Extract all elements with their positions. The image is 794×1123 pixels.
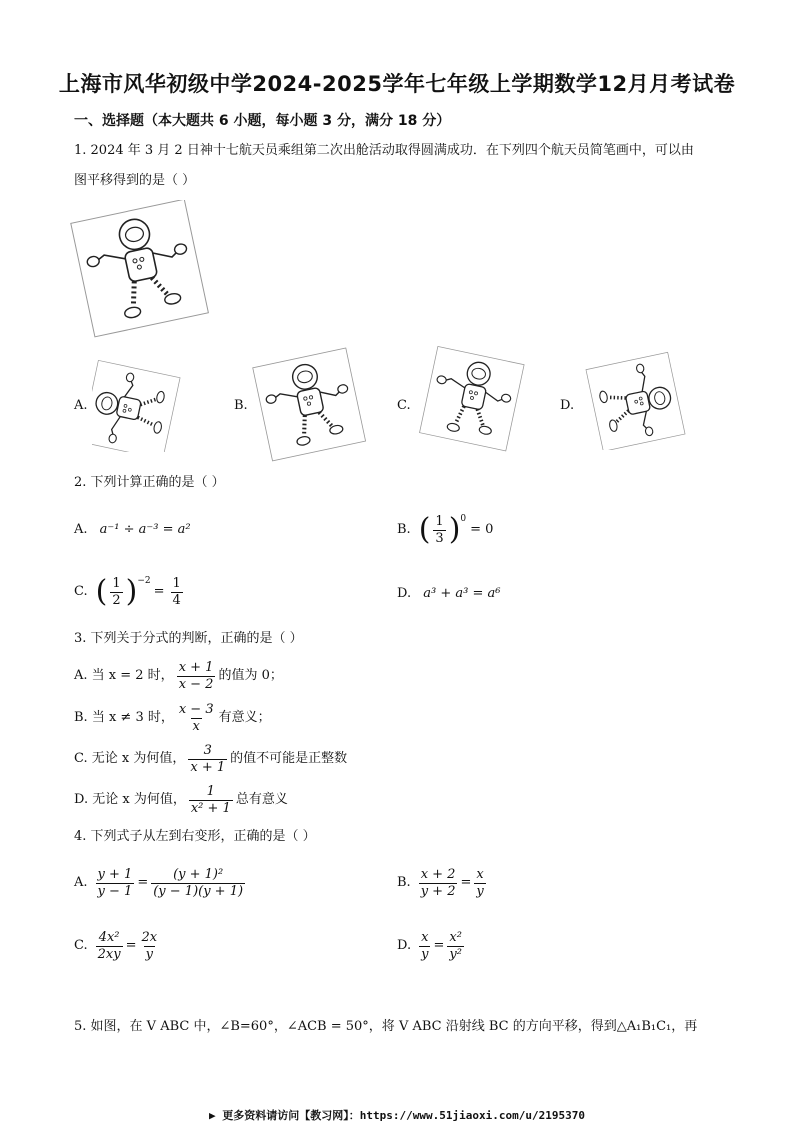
section-heading: 一、选择题（本大题共 6 小题，每小题 3 分，满分 18 分） (74, 113, 451, 129)
q4-d-rnum: x² (449, 929, 462, 945)
q3-c-post: 的值不可能是正整数 (230, 751, 348, 766)
q2-a-label: A. (74, 522, 88, 537)
q4-a-lden: y − 1 (97, 883, 133, 899)
q4-a-lnum: y + 1 (97, 866, 133, 882)
q1-option-a-label: A. (74, 398, 88, 413)
q4-option-d[interactable] (397, 924, 467, 968)
q2-option-c[interactable]: C. ( $\frac{1}{2}$ ) $^{-2}$ = $\frac{1}{4}$ (74, 574, 181, 609)
q2-b-label: B. (397, 522, 411, 537)
q2-c-den: 2 (112, 592, 121, 608)
q2-b-num: 1 (435, 513, 444, 529)
q1-option-b-figure[interactable] (250, 344, 366, 464)
q2-c-rden: 4 (172, 592, 181, 608)
q3-a-post: 的值为 0； (218, 668, 283, 683)
q3-b-post: 有意义； (218, 710, 271, 725)
q4-d-lden: y (421, 946, 429, 962)
q4-b-label: B. (397, 875, 411, 890)
q4-a-label: A. (74, 875, 88, 890)
q4-c-rden: y (145, 946, 153, 962)
q4-a-rden: (y − 1)(y + 1) (153, 883, 244, 899)
q3-a-den: x − 2 (178, 676, 214, 692)
q1-option-b-label: B. (234, 398, 248, 413)
q2-b-exp: 0 (460, 514, 467, 524)
q1-option-c-label: C. (397, 398, 411, 413)
q4-option-a[interactable] (74, 858, 248, 908)
q3-option-b[interactable] (74, 698, 271, 738)
astronaut-reference-figure (70, 200, 210, 340)
q4-c-lden: 2xy (97, 946, 121, 962)
q3-c-den: x + 1 (190, 759, 226, 775)
page-title: 上海市风华初级中学2024-2025学年七年级上学期数学12月月考试卷 (58, 72, 736, 96)
q4-a-eq: = (137, 875, 149, 890)
q3-option-a[interactable] (74, 656, 283, 696)
q2-a-expr: a⁻¹ ÷ a⁻³ = a² (99, 522, 191, 537)
q3-d-num: 1 (206, 783, 215, 799)
q2-option-d[interactable] (397, 585, 500, 603)
q2-option-b[interactable]: B. ( $\frac{1}{3}$ ) $^0$ = 0 (397, 512, 494, 547)
q3-b-num: x − 3 (178, 701, 214, 717)
q4-a-rnum: (y + 1)² (173, 866, 224, 882)
q2-b-den: 3 (435, 530, 444, 546)
q4-b-eq: = (460, 875, 472, 890)
q2-c-exp: −2 (137, 576, 151, 586)
q3-d-pre: D. 无论 x 为何值， (74, 792, 186, 807)
q4-b-rnum: x (476, 866, 484, 882)
q3-a-num: x + 1 (178, 659, 214, 675)
q3-d-den: x² + 1 (190, 800, 231, 816)
q4-c-lnum: 4x² (98, 929, 120, 945)
q3-stem: 3. 下列关于分式的判断，正确的是（ ） (74, 631, 303, 646)
q2-d-expr: a³ + a³ = a⁶ (423, 586, 501, 601)
q4-c-eq: = (125, 938, 137, 953)
q2-d-label: D. (397, 586, 412, 601)
q3-a-pre: A. 当 x = 2 时， (74, 668, 174, 683)
q4-option-c[interactable] (74, 924, 162, 968)
flag-icon: ▶ (209, 1109, 216, 1122)
q3-option-d[interactable] (74, 780, 288, 820)
q1-stem-line1: 1. 2024 年 3 月 2 日神十七航天员乘组第二次出舱活动取得圆满成功．在下列四个航天员简笔画中，可以由 (74, 143, 694, 158)
q4-c-label: C. (74, 938, 88, 953)
q3-option-c[interactable] (74, 739, 347, 779)
q2-b-rhs: = 0 (470, 522, 494, 537)
footer-text: 更多资料请访问【教习网】：https://www.51jiaoxi.com/u/2195370 (222, 1109, 585, 1122)
q1-option-c-figure[interactable] (414, 344, 530, 454)
q3-d-post: 总有意义 (235, 792, 288, 807)
q3-c-num: 3 (203, 742, 212, 758)
q5-stem-line1: 5. 如图，在 V ABC 中，∠B=60°，∠ACB = 50°，将 V ABC 沿射线 BC 的方向平移，得到△A₁B₁C₁，再 (74, 1019, 698, 1034)
q2-option-a[interactable] (74, 521, 191, 539)
footer-link[interactable] (0, 1107, 794, 1123)
q4-c-rnum: 2x (141, 929, 158, 945)
q2-stem: 2. 下列计算正确的是（ ） (74, 475, 225, 490)
q1-option-d-figure[interactable] (578, 350, 696, 450)
q4-d-eq: = (433, 938, 445, 953)
q1-option-a-figure[interactable] (92, 352, 204, 452)
q4-d-lnum: x (421, 929, 429, 945)
q2-c-num: 1 (112, 575, 121, 591)
q1-stem-line2: 图平移得到的是（ ） (74, 173, 196, 188)
q4-b-lden: y + 2 (420, 883, 456, 899)
q4-d-rden: y² (449, 946, 462, 962)
q2-c-label: C. (74, 584, 88, 599)
q3-b-den: x (192, 718, 200, 734)
q4-d-label: D. (397, 938, 412, 953)
q1-option-d-label: D. (560, 398, 575, 413)
q4-stem: 4. 下列式子从左到右变形，正确的是（ ） (74, 829, 316, 844)
q4-option-b[interactable] (397, 863, 489, 903)
q2-c-eq: = (153, 584, 165, 599)
q3-c-pre: C. 无论 x 为何值， (74, 751, 186, 766)
q4-b-lnum: x + 2 (420, 866, 456, 882)
q2-c-rnum: 1 (172, 575, 181, 591)
q4-b-rden: y (476, 883, 484, 899)
q3-b-pre: B. 当 x ≠ 3 时， (74, 710, 174, 725)
